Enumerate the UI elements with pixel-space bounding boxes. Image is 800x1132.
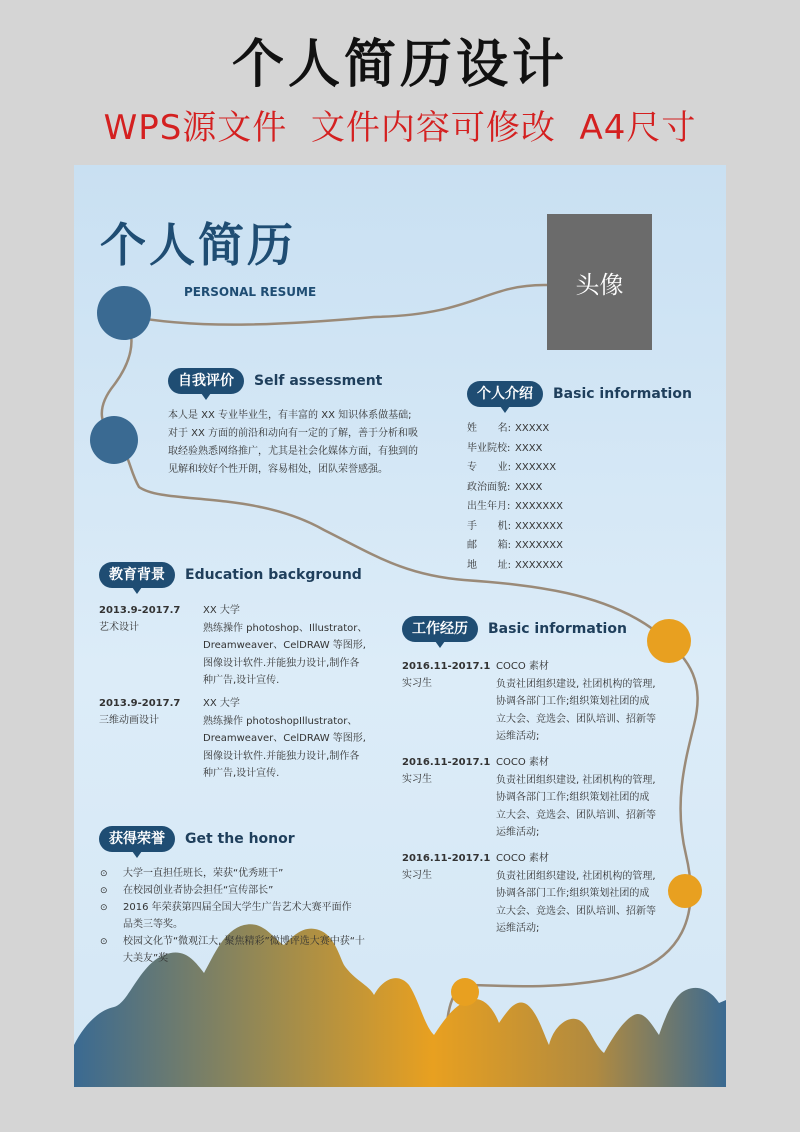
info-key: 邮 — [467, 540, 477, 551]
honor-text: 2016 年荣获第四届全国大学生广告艺术大赛平面作 — [123, 902, 352, 913]
work-line: 运维活动; — [496, 731, 540, 742]
self-line: 本人是 XX 专业毕业生，有丰富的 XX 知识体系做基础; — [168, 410, 412, 421]
edu-major: 艺术设计 — [99, 622, 139, 633]
bullet-icon: ⊙ — [100, 886, 108, 896]
info-row-politics — [467, 478, 563, 498]
circle-steel-top — [97, 286, 151, 340]
edu-entry — [99, 602, 379, 692]
work-line: 立大会、竞选会、团队培训、招新等 — [496, 809, 656, 821]
info-key: 专 — [467, 462, 477, 473]
work-entry — [402, 850, 672, 940]
resume-sheet — [74, 165, 726, 1087]
info-value: XXXX — [515, 481, 543, 493]
section-info-badge: 个人介绍 — [467, 381, 543, 407]
info-key: 毕业院校: — [467, 442, 511, 454]
info-value: XXXXXX — [515, 462, 557, 473]
photo-label: 头像 — [575, 270, 624, 299]
edu-line: 图像设计软件.并能独力设计,制作各 — [203, 750, 360, 762]
section-honor-badge: 获得荣誉 — [99, 826, 175, 852]
banner-title: 个人简历设计 — [231, 35, 568, 95]
circle-steel-mid — [90, 416, 138, 464]
honor-item — [98, 865, 368, 882]
section-self-title-en: Self assessment — [254, 373, 383, 389]
edu-line: Dreamweaver、CelDRAW 等图形, — [203, 640, 366, 651]
work-line: 协调各部门工作;组织策划社团的成 — [496, 696, 650, 707]
info-row-name — [467, 419, 563, 439]
edu-school: XX 大学 — [203, 605, 240, 616]
info-key: 名: — [497, 423, 511, 434]
circle-orange-top — [647, 619, 691, 663]
edu-date: 2013.9-2017.7 — [99, 698, 181, 709]
work-line: 协调各部门工作;组织策划社团的成 — [496, 792, 650, 803]
section-self-header — [168, 368, 382, 394]
info-key: 箱: — [497, 540, 511, 551]
section-work-header — [402, 616, 627, 642]
section-work-title-en: Basic information — [488, 621, 627, 637]
edu-entry — [99, 695, 379, 785]
info-key: 地 — [467, 559, 477, 571]
section-work-badge: 工作经历 — [402, 616, 478, 642]
info-row-birth — [467, 497, 563, 517]
work-role: 实习生 — [402, 870, 432, 881]
info-list — [467, 419, 563, 575]
info-row-major — [467, 458, 563, 478]
work-line: 运维活动; — [496, 827, 540, 838]
work-entry — [402, 658, 672, 748]
info-key: 出生年月: — [467, 501, 511, 512]
work-role: 实习生 — [402, 774, 432, 785]
self-line: 见解和较好个性开朗，容易相处，团队荣誉感强。 — [168, 464, 388, 475]
info-row-email — [467, 536, 563, 556]
self-line: 取经验熟悉网络推广，尤其是社会化媒体方面，有独到的 — [168, 446, 418, 457]
info-row-school — [467, 439, 563, 459]
section-honor-header — [99, 826, 295, 852]
resume-subtitle: PERSONAL RESUME — [184, 285, 317, 299]
work-company: COCO 素材 — [496, 853, 549, 864]
section-edu-header — [99, 562, 362, 588]
bullet-icon: ⊙ — [100, 869, 108, 879]
work-role: 实习生 — [402, 678, 432, 689]
self-assessment-text — [168, 407, 418, 479]
edu-school: XX 大学 — [203, 698, 240, 709]
honor-text: 品类三等奖。 — [123, 919, 183, 930]
work-date: 2016.11-2017.1 — [402, 661, 491, 672]
edu-major: 三维动画设计 — [99, 715, 159, 726]
edu-line: 种广告,设计宣传. — [203, 768, 280, 779]
section-honor-title-en: Get the honor — [185, 831, 295, 847]
info-value: XXXXXXX — [515, 520, 563, 532]
honor-text: 大美友”奖 — [123, 953, 169, 964]
bullet-icon: ⊙ — [100, 937, 108, 947]
honor-item — [98, 933, 368, 967]
honor-item — [98, 882, 368, 899]
photo-placeholder — [547, 214, 652, 350]
circle-orange-low — [451, 978, 479, 1006]
work-line: 协调各部门工作;组织策划社团的成 — [496, 888, 650, 899]
work-line: 立大会、竞选会、团队培训、招新等 — [496, 905, 656, 917]
info-value: XXXXX — [515, 423, 550, 434]
work-date: 2016.11-2017.1 — [402, 757, 491, 768]
honor-item — [98, 899, 368, 933]
edu-line: Dreamweaver、CelDRAW 等图形, — [203, 733, 366, 744]
edu-line: 种广告,设计宣传. — [203, 675, 280, 686]
work-company: COCO 素材 — [496, 757, 549, 768]
info-value: XXXXXXX — [515, 501, 563, 512]
resume-title: 个人简历 — [100, 218, 296, 272]
honor-text: 校园文化节“微观江大, 聚焦精彩”微博评选大赛中获“十 — [123, 936, 365, 947]
honor-text: 大学一直担任班长，荣获“优秀班干” — [123, 868, 284, 879]
section-info-title-en: Basic information — [553, 386, 692, 402]
info-key: 址: — [497, 559, 511, 571]
info-value: XXXXXXX — [515, 559, 563, 571]
work-line: 运维活动; — [496, 923, 540, 934]
edu-line: 图像设计软件.并能独力设计,制作各 — [203, 657, 360, 669]
work-company: COCO 素材 — [496, 661, 549, 672]
info-key: 业: — [497, 462, 511, 473]
work-line: 负责社团组织建设, 社团机构的管理, — [496, 870, 656, 882]
honor-text: 在校园创业者协会担任“宣传部长” — [123, 885, 274, 896]
self-line: 对于 XX 方面的前沿和动向有一定的了解，善于分析和吸 — [168, 428, 419, 439]
info-key: 政治面貌: — [467, 481, 511, 493]
info-value: XXXXXXX — [515, 540, 563, 551]
section-self-badge: 自我评价 — [168, 368, 244, 394]
work-entry — [402, 754, 672, 844]
bullet-icon: ⊙ — [100, 903, 108, 913]
info-key: 手 — [467, 520, 477, 532]
edu-line: 熟练操作 photoshop、Illustrator、 — [203, 622, 368, 634]
info-row-address — [467, 556, 563, 576]
section-edu-badge: 教育背景 — [99, 562, 175, 588]
work-line: 负责社团组织建设, 社团机构的管理, — [496, 678, 656, 690]
edu-date: 2013.9-2017.7 — [99, 605, 181, 616]
section-edu-title-en: Education background — [185, 567, 362, 583]
banner-subtitle: WPS源文件 文件内容可修改 A4尺寸 — [103, 108, 697, 148]
info-value: XXXX — [515, 442, 543, 454]
work-date: 2016.11-2017.1 — [402, 853, 491, 864]
circle-orange-mid — [668, 874, 702, 908]
honor-list — [98, 865, 368, 967]
edu-line: 熟练操作 photoshopIllustrator、 — [203, 715, 358, 727]
work-line: 立大会、竞选会、团队培训、招新等 — [496, 713, 656, 725]
work-line: 负责社团组织建设, 社团机构的管理, — [496, 774, 656, 786]
info-key: 机: — [497, 520, 511, 532]
info-row-phone — [467, 517, 563, 537]
section-info-header — [467, 381, 692, 407]
info-key: 姓 — [467, 423, 477, 434]
